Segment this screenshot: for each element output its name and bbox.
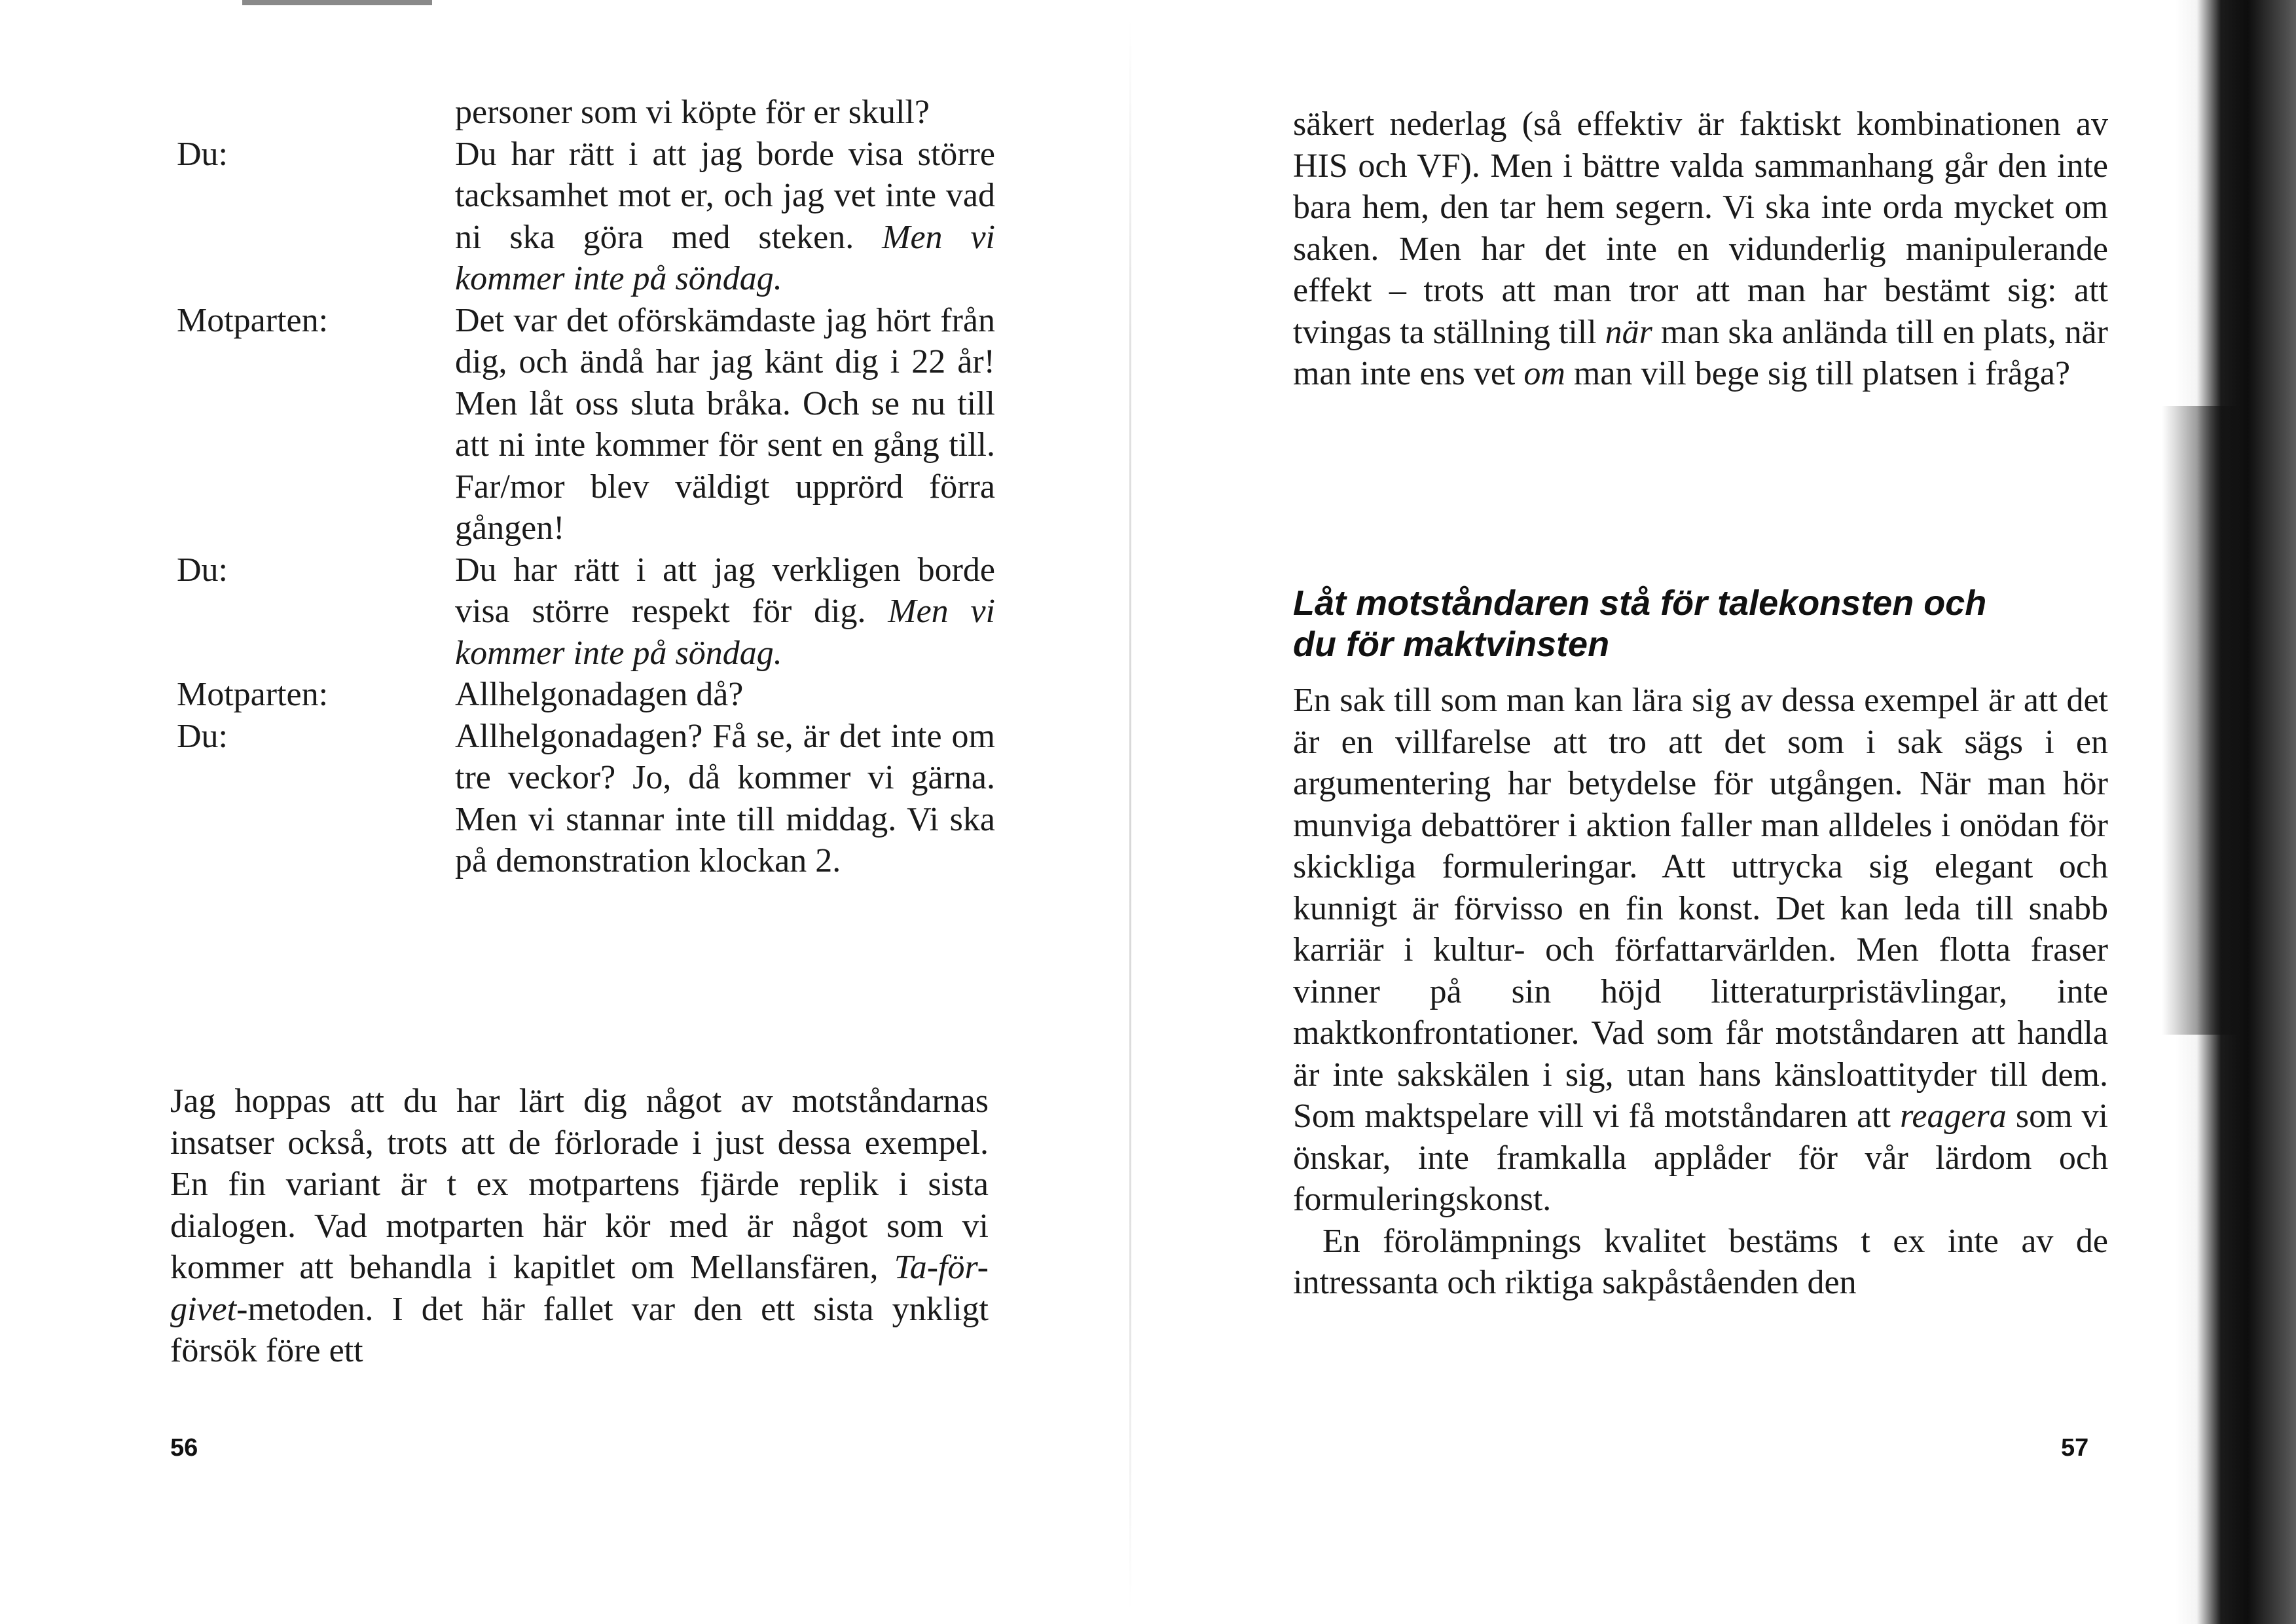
dialogue-speech bbox=[455, 92, 995, 134]
italic-text: Men vi kommer inte på söndag. bbox=[455, 218, 995, 297]
dialogue-row bbox=[177, 92, 995, 134]
dialogue-speaker: Motparten: bbox=[177, 301, 329, 339]
text-run: Jag hoppas att du har lärt dig något av motståndarnas insatser också, trots att de förlorade i just dessa exempel. En fin variant är t ex motpartens fjärde replik i sista dialogen. Vad motparten här kör med är något som vi kommer att behandla i kapitlet om Mellansfären, bbox=[170, 1082, 989, 1286]
dialogue-block bbox=[177, 92, 995, 882]
text-run: Allhelgonadagen? Få se, är det inte om tre veckor? Jo, då kommer vi gärna. Men vi stannar inte till middag. Vi ska på demonstration klockan 2. bbox=[455, 717, 995, 879]
dialogue-row bbox=[177, 674, 995, 716]
section-heading bbox=[1293, 583, 2108, 665]
dialogue-speech bbox=[455, 134, 995, 300]
page-number-right: 57 bbox=[2061, 1434, 2089, 1462]
right-body-paragraph-2 bbox=[1293, 1221, 2108, 1304]
dialogue-speaker: Du: bbox=[177, 717, 228, 755]
dialogue-row bbox=[177, 716, 995, 882]
right-top-paragraph-text bbox=[1293, 103, 2108, 395]
right-page-top-paragraph bbox=[1293, 103, 2108, 395]
dialogue-speech bbox=[455, 300, 995, 549]
text-run: personer som vi köpte för er skull? bbox=[455, 94, 930, 131]
right-body-paragraph-1 bbox=[1293, 680, 2108, 1221]
dialogue-speech bbox=[455, 716, 995, 882]
dialogue-row bbox=[177, 549, 995, 674]
italic-text: när bbox=[1605, 313, 1652, 351]
heading-line-1: Låt motståndaren stå för talekonsten och bbox=[1293, 583, 1987, 623]
right-page-body bbox=[1293, 680, 2108, 1304]
text-run: -metoden. I det här fallet var den ett sista ynkligt försök före ett bbox=[170, 1290, 989, 1369]
cropped-top-text bbox=[242, 0, 432, 5]
text-run: säkert nederlag (så effektiv är faktiskt kombinationen av HIS och VF). Men i bättre valda sammanhang går den inte bara hem, den tar hem segern. Vi ska inte orda mycket om saken. Men har det inte en vidunderlig manipulerande effekt – trots att man tror att man har bestämt sig: att tvingas ta ställning till bbox=[1293, 105, 2108, 351]
dialogue-speech bbox=[455, 674, 995, 716]
left-page-paragraph bbox=[170, 1080, 989, 1372]
text-run: Det var det oförskämdaste jag hört från dig, och ändå har jag känt dig i 22 år! Men låt oss sluta bråka. Och se nu till att ni inte kommer för sent en gång till. Far/mor blev väldigt upprörd förra gången! bbox=[455, 301, 995, 547]
dialogue-row bbox=[177, 300, 995, 549]
dialogue-speaker: Du: bbox=[177, 135, 228, 173]
text-run: En sak till som man kan lära sig av dessa exempel är att det är en villfarelse att tro att det som i sak sägs i en argumentering har betydelse för utgången. När man hör munviga debattörer i aktion faller man alldeles i onödan för skickliga formuleringar. Att uttrycka sig elegant och kunnigt är förvisso en fin konst. Det kan leda till snabb karriär i kultur- och författarvärlden. Men flotta fraser vinner på sin höjd litteraturpristävlingar, inte maktkonfrontationer. Vad som får motståndaren att handla är inte sakskälen i sig, utan hans känsloattityder till dem. Som maktspelare vill vi få motståndaren att bbox=[1293, 682, 2108, 1135]
dialogue-speaker: Du: bbox=[177, 551, 228, 589]
italic-text: Men vi kommer inte på söndag. bbox=[455, 593, 995, 672]
text-run: man ska anlända till en plats, när man inte ens vet bbox=[1293, 313, 2108, 392]
text-run: En förolämpnings kvalitet bestäms t ex inte av de intressanta och riktiga sakpåståenden den bbox=[1293, 1222, 2108, 1301]
italic-text: reagera bbox=[1900, 1098, 2007, 1135]
heading-line-2: du för maktvinsten bbox=[1293, 624, 1610, 664]
scan-edge-shadow bbox=[2175, 0, 2296, 1624]
dialogue-speech bbox=[455, 549, 995, 674]
dialogue-row bbox=[177, 134, 995, 300]
page-number-left: 56 bbox=[170, 1434, 198, 1462]
dialogue-speaker bbox=[177, 92, 455, 134]
italic-text: Ta-för-givet bbox=[170, 1249, 989, 1328]
dialogue-speaker: Motparten: bbox=[177, 676, 329, 713]
text-run: Du har rätt i att jag verkligen borde visa större respekt för dig. bbox=[455, 551, 995, 630]
text-run: man vill bege sig till platsen i fråga? bbox=[1565, 355, 2071, 392]
book-gutter bbox=[1129, 20, 1131, 1611]
text-run: Allhelgonadagen då? bbox=[455, 676, 744, 713]
left-paragraph-text bbox=[170, 1080, 989, 1372]
italic-text: om bbox=[1523, 355, 1565, 392]
text-run: som vi önskar, inte framkalla applåder för vår lärdom och formuleringskonst. bbox=[1293, 1098, 2108, 1218]
text-run: Du har rätt i att jag borde visa större tacksamhet mot er, och jag vet inte vad ni ska göra med steken. bbox=[455, 135, 995, 256]
